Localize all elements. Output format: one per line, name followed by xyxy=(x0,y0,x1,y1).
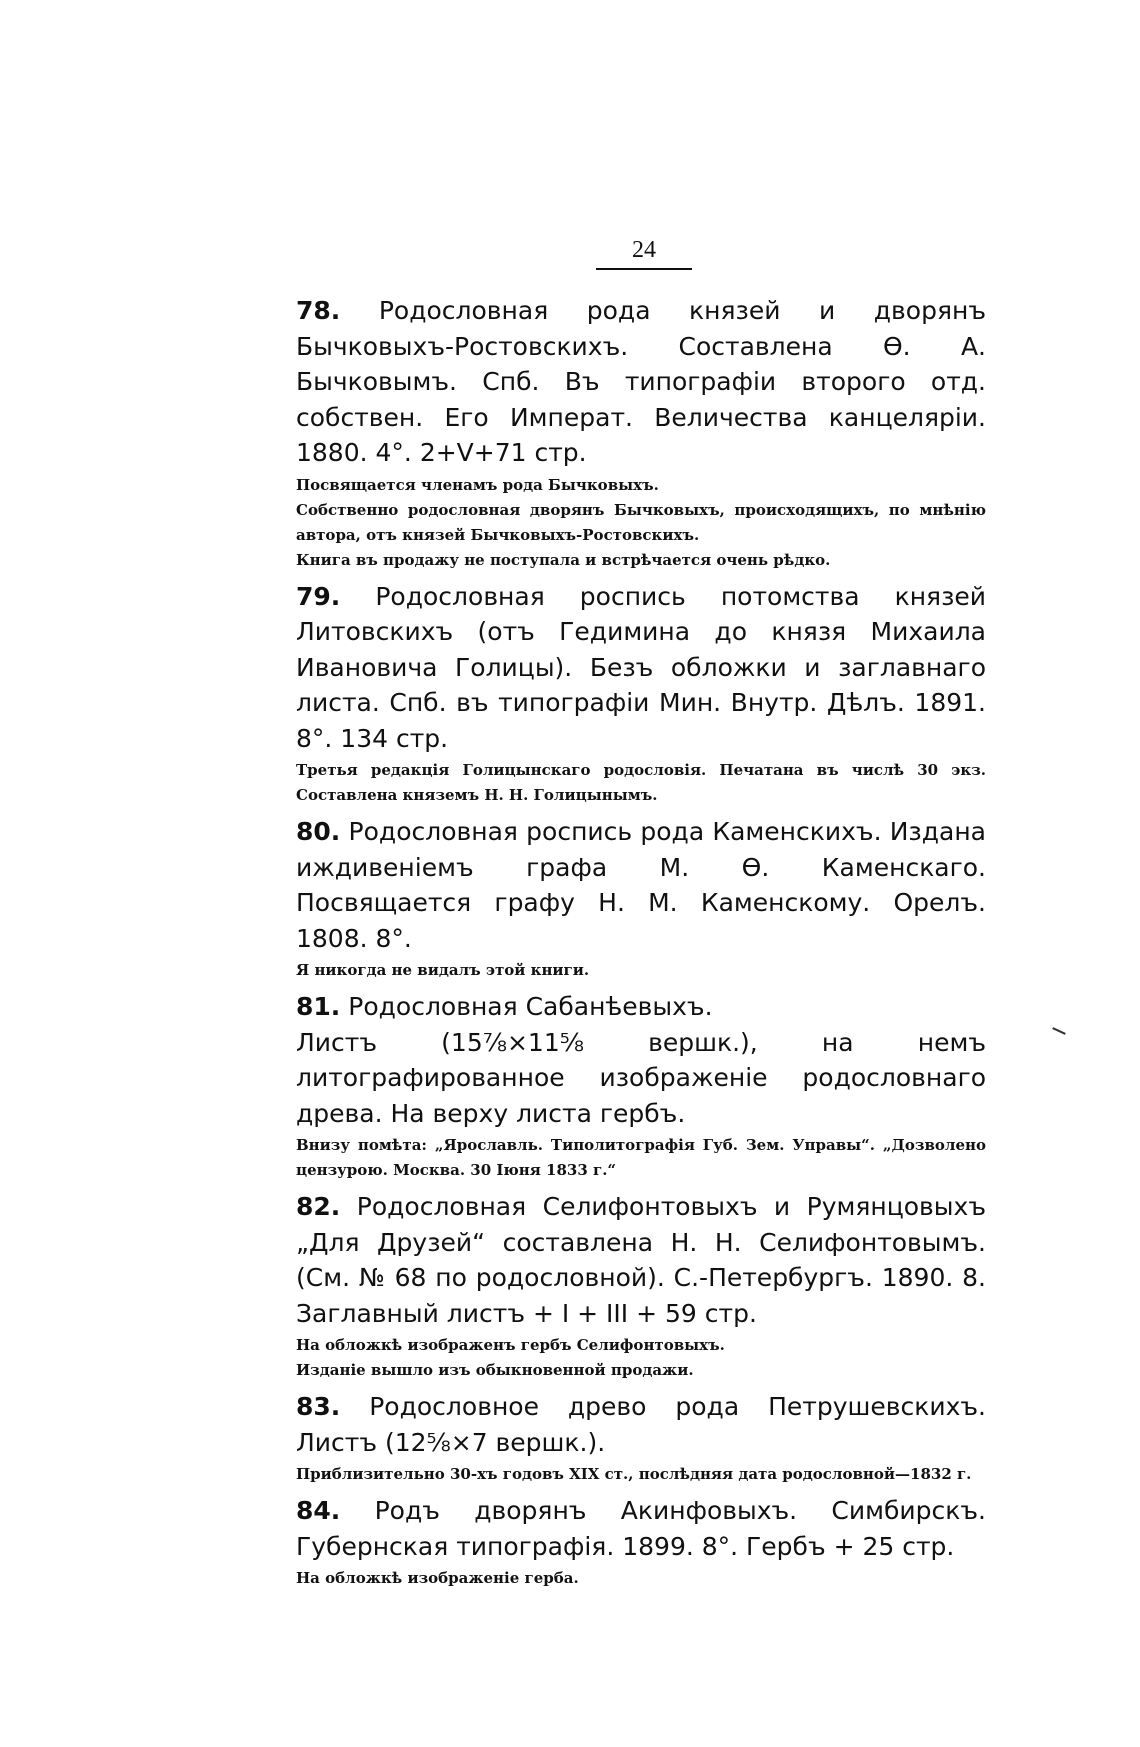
entry-note: Я никогда не видалъ этой книги. xyxy=(296,961,590,979)
entry-note: Внизу помѣта: „Ярославль. Типолитографія Губ. Зем. Управы“. „Дозволено цензурою. Москва. 30 Іюня 1833 г.“ xyxy=(296,1136,986,1179)
entry-text xyxy=(296,989,986,1131)
entry-body: Родословная роспись рода Каменскихъ. Издана иждивеніемъ графа М. Ѳ. Каменскаго. Посвящается графу Н. М. Каменскому. Орелъ. 1808. 8°. xyxy=(296,817,986,953)
entry-81 xyxy=(296,989,986,1183)
entry-text xyxy=(296,814,986,956)
entry-number: 78. xyxy=(296,296,341,325)
bibliography-list xyxy=(296,293,986,1593)
entry-note: На обложкѣ изображеніе герба. xyxy=(296,1569,579,1587)
entry-82 xyxy=(296,1189,986,1383)
entry-note: Третья редакція Голицынскаго родословія. Печатана въ числѣ 30 экз. Составлена княземъ Н. Н. Голицынымъ. xyxy=(296,761,986,804)
entry-notes xyxy=(296,1333,986,1383)
entry-number: 82. xyxy=(296,1192,341,1221)
entry-text xyxy=(296,293,986,471)
entry-84 xyxy=(296,1493,986,1591)
entry-text xyxy=(296,1189,986,1331)
entry-78 xyxy=(296,293,986,573)
entry-notes xyxy=(296,958,986,983)
entry-notes xyxy=(296,1462,986,1487)
entry-note: Изданіе вышло изъ обыкновенной продажи. xyxy=(296,1361,694,1379)
margin-speck xyxy=(1052,1027,1066,1035)
entry-text xyxy=(296,1389,986,1460)
page-number: 24 xyxy=(632,237,656,263)
entry-note: Собственно родословная дворянъ Бычковыхъ, происходящихъ, по мнѣнію автора, отъ князей Бычковыхъ-Ростовскихъ. xyxy=(296,500,986,544)
entry-body: Родословная рода князей и дворянъ Бычковыхъ-Ростовскихъ. Составлена Ѳ. А. Бычковымъ. Спб. Въ типографіи второго отд. собствен. Его Императ. Величества канцеляріи. 1880. 4°. 2+V+71 стр. xyxy=(296,296,986,467)
entry-notes xyxy=(296,1133,986,1183)
entry-number: 83. xyxy=(296,1392,341,1421)
entry-text xyxy=(296,579,986,757)
entry-notes xyxy=(296,758,986,808)
entry-notes xyxy=(296,473,986,573)
entry-notes xyxy=(296,1566,986,1591)
page-number-rule xyxy=(596,268,692,270)
entry-80 xyxy=(296,814,986,983)
entry-text xyxy=(296,1493,986,1564)
entry-body: Родъ дворянъ Акинфовыхъ. Симбирскъ. Губернская типографія. 1899. 8°. Гербъ + 25 стр. xyxy=(296,1496,986,1561)
entry-number: 79. xyxy=(296,581,341,611)
entry-note: Книга въ продажу не поступала и встрѣчается очень рѣдко. xyxy=(296,550,831,569)
entry-body: Родословная Селифонтовыхъ и Румянцовыхъ „Для Друзей“ составлена Н. Н. Селифонтовымъ. (См. № 68 по родословной). С.-Петербургъ. 1890. 8. Заглавный листъ + I + III + 59 стр. xyxy=(296,1192,986,1328)
entry-note: Приблизительно 30-хъ годовъ XIX ст., послѣдняя дата родословной—1832 г. xyxy=(296,1465,972,1483)
entry-body: Родословная Сабанѣевыхъ. Листъ (15⅞×11⅝ вершк.), на немъ литографированное изображеніе родословнаго древа. На верху листа гербъ. xyxy=(296,992,986,1128)
entry-note: Посвящается членамъ рода Бычковыхъ. xyxy=(296,475,659,494)
entry-83 xyxy=(296,1389,986,1487)
entry-79 xyxy=(296,579,986,809)
entry-body: Родословная роспись потомства князей Литовскихъ (отъ Гедимина до князя Михаила Ивановича Голицы). Безъ обложки и заглавнаго листа. Спб. въ типографіи Мин. Внутр. Дѣлъ. 1891. 8°. 134 стр. xyxy=(296,581,986,753)
entry-number: 84. xyxy=(296,1496,341,1525)
entry-number: 80. xyxy=(296,817,341,846)
entry-number: 81. xyxy=(296,992,341,1021)
entry-note: На обложкѣ изображенъ гербъ Селифонтовыхъ. xyxy=(296,1336,725,1354)
entry-body: Родословное древо рода Петрушевскихъ. Листъ (12⅝×7 вершк.). xyxy=(296,1392,986,1457)
